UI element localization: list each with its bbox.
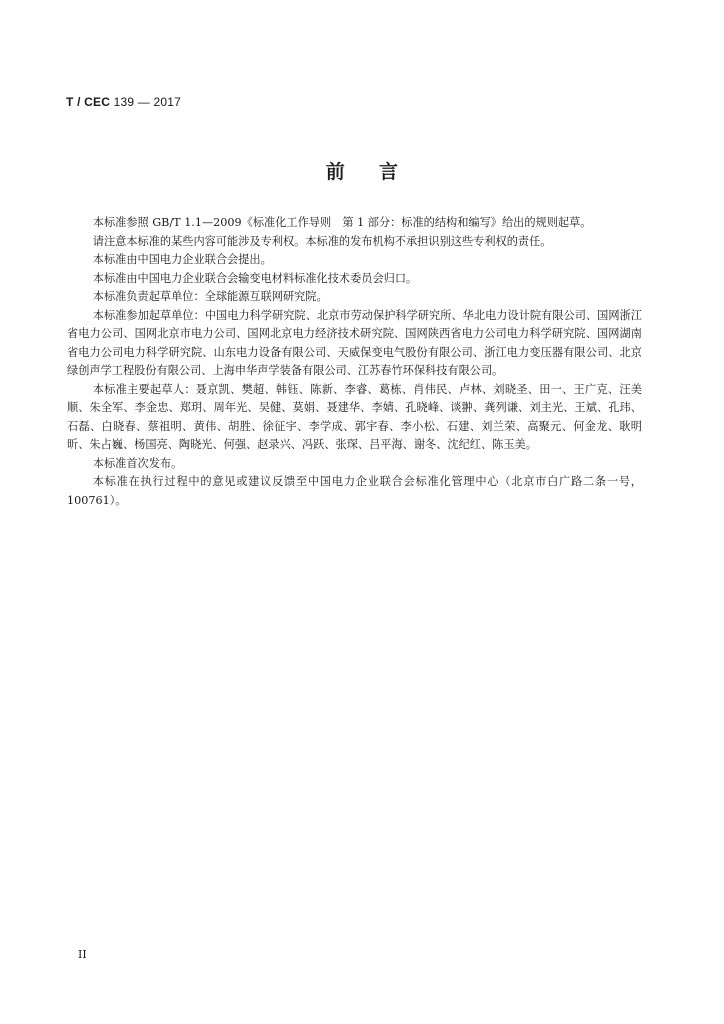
paragraph-proposed-by: 本标准由中国电力企业联合会提出。 — [92, 253, 272, 266]
standard-code-number: 139 — 2017 — [113, 95, 182, 109]
paragraph-lead-drafter: 本标准负责起草单位：全球能源互联网研究院。 — [92, 290, 328, 303]
page-title — [0, 157, 724, 184]
paragraph-participating-drafters: 本标准参加起草单位：中国电力科学研究院、北京市劳动保护科学研究所、华北电力设计院有限公司、国网浙江省电力公司、国网北京市电力公司、国网北京电力经济技术研究院、国网陕西省电力公司电力科学研究院、国网湖南省电力公司电力科学研究院、山东电力设备有限公司、天威保变电气股份有限公司、浙江电力变压器有限公司、北京绿创声学工程股份有限公司、上海申华声学装备有限公司、江苏春竹环保科技有限公司。 — [67, 308, 642, 377]
standard-code-prefix: T / CEC — [66, 95, 111, 109]
paragraph-first-release: 本标准首次发布。 — [92, 456, 183, 470]
page-title-char-2: 言 — [379, 161, 399, 183]
standard-code — [66, 95, 181, 109]
foreword-body — [67, 214, 642, 510]
paragraph-feedback-contact: 本标准在执行过程中的意见或建议反馈至中国电力企业联合会标准化管理中心（北京市白广路二条一号，100761）。 — [67, 475, 642, 507]
paragraph-drafting-rules: 本标准参照 GB/T 1.1—2009《标准化工作导则 第 1 部分：标准的结构和编写》给出的规则起草。 — [92, 216, 592, 229]
page-number: II — [78, 948, 87, 961]
page-title-char-1: 前 — [325, 161, 345, 183]
paragraph-administered-by: 本标准由中国电力企业联合会输变电材料标准化技术委员会归口。 — [92, 271, 418, 285]
paragraph-patent-notice: 请注意本标准的某些内容可能涉及专利权。本标准的发布机构不承担识别这些专利权的责任。 — [92, 234, 552, 248]
paragraph-main-drafters: 本标准主要起草人：聂京凯、樊超、韩钰、陈新、李睿、葛栋、肖伟民、卢林、刘晓圣、田一、王广克、汪美顺、朱全军、李金忠、郑玥、周年光、吴健、莫娟、聂建华、李婧、孔晓峰、谈翀、龚列谦、刘主光、王斌、孔玮、石磊、白晓春、蔡祖明、黄伟、胡胜、徐征宇、李学成、郭宇春、李小松、石建、刘兰荣、高聚元、何金龙、耿明昕、朱占巍、杨国亮、陶晓光、何强、赵录兴、冯跃、张琛、吕平海、谢冬、沈纪红、陈玉美。 — [67, 382, 642, 451]
